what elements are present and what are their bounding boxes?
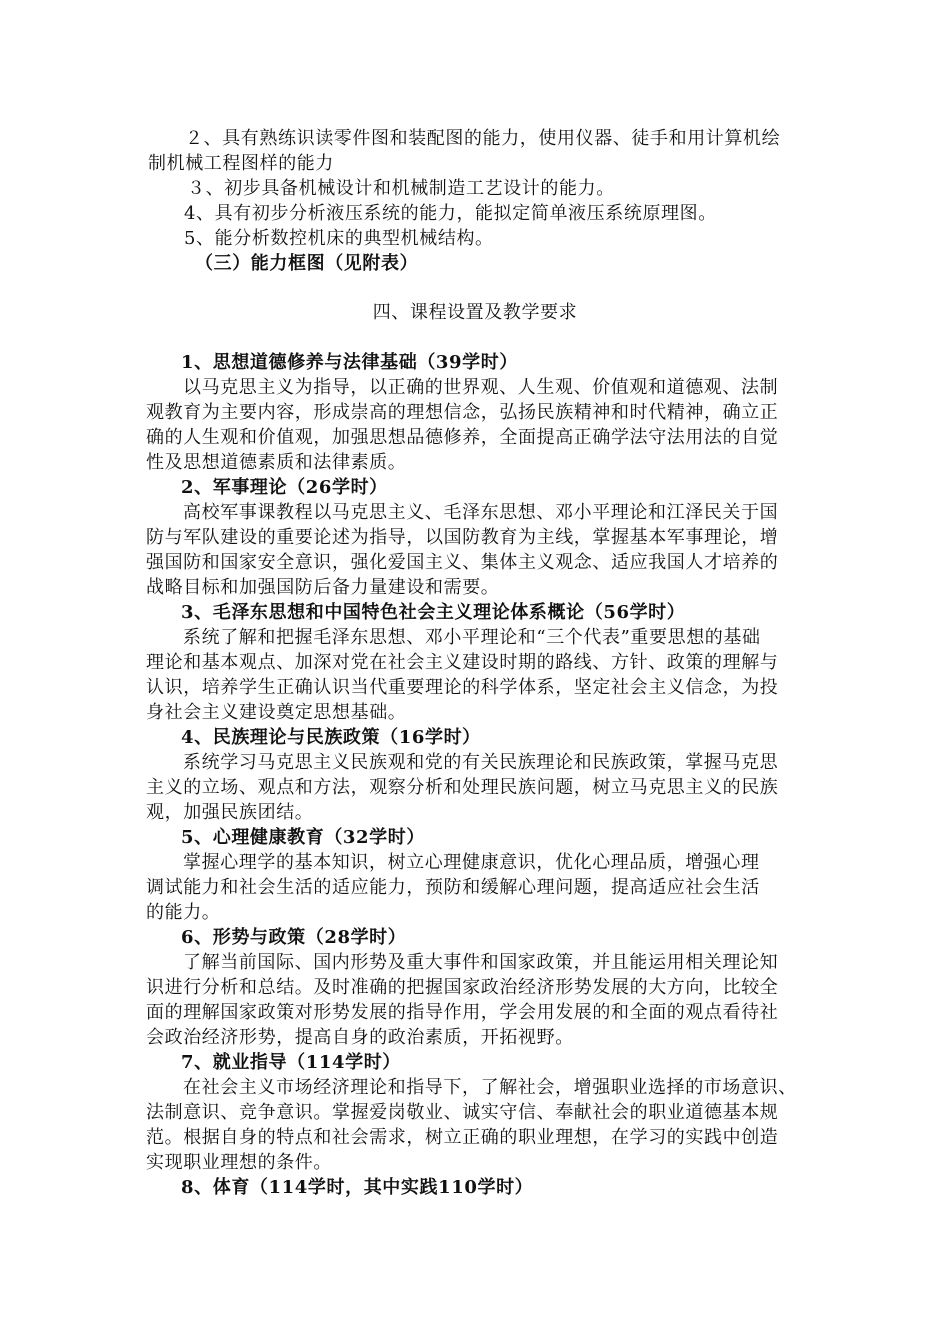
ability-item-5: 5、能分析数控机床的典型机械结构。 xyxy=(184,228,494,249)
ability-item-2-line-2: 制机械工程图样的能力 xyxy=(148,153,334,174)
course-6-line-3: 面的理解国家政策对形势发展的指导作用，学会用发展的和全面的观点看待社 xyxy=(146,1002,779,1023)
course-title-1: 1、思想道德修养与法律基础（39学时） xyxy=(181,352,518,373)
course-5-line-1: 掌握心理学的基本知识，树立心理健康意识，优化心理品质，增强心理 xyxy=(183,852,760,873)
subsection-heading: （三）能力框图（见附表） xyxy=(195,253,419,274)
course-4-line-1: 系统学习马克思主义民族观和党的有关民族理论和民族政策，掌握马克思 xyxy=(183,752,779,773)
course-6-line-2: 识进行分析和总结。及时准确的把握国家政治经济形势发展的大方向，比较全 xyxy=(146,977,779,998)
course-5-line-3: 的能力。 xyxy=(146,902,221,923)
course-7-line-4: 实现职业理想的条件。 xyxy=(146,1152,332,1173)
course-title-5: 5、心理健康教育（32学时） xyxy=(181,827,425,848)
course-7-line-2: 法制意识、竞争意识。掌握爱岗敬业、诚实守信、奉献社会的职业道德基本规 xyxy=(146,1102,779,1123)
course-3-line-4: 身社会主义建设奠定思想基础。 xyxy=(146,702,407,723)
course-6-line-4: 会政治经济形势，提高自身的政治素质，开拓视野。 xyxy=(146,1027,574,1048)
course-title-7: 7、就业指导（114学时） xyxy=(181,1052,401,1073)
course-title-2: 2、军事理论（26学时） xyxy=(181,477,388,498)
course-3-line-3: 认识，培养学生正确认识当代重要理论的科学体系，坚定社会主义信念，为投 xyxy=(146,677,779,698)
course-title-6: 6、形势与政策（28学时） xyxy=(181,927,407,948)
course-3-line-1: 系统了解和把握毛泽东思想、邓小平理论和“三个代表”重要思想的基础 xyxy=(183,627,761,648)
course-3-line-2: 理论和基本观点、加深对党在社会主义建设时期的路线、方针、政策的理解与 xyxy=(146,652,779,673)
section-heading: 四、课程设置及教学要求 xyxy=(372,302,578,323)
ability-item-4: 4、具有初步分析液压系统的能力，能拟定简单液压系统原理图。 xyxy=(184,203,717,224)
course-2-line-2: 防与军队建设的重要论述为指导，以国防教育为主线，掌握基本军事理论，增 xyxy=(146,527,779,548)
course-5-line-2: 调试能力和社会生活的适应能力，预防和缓解心理问题，提高适应社会生活 xyxy=(146,877,760,898)
ability-item-3: ３、初步具备机械设计和机械制造工艺设计的能力。 xyxy=(187,178,615,199)
course-7-line-3: 范。根据自身的特点和社会需求，树立正确的职业理想，在学习的实践中创造 xyxy=(146,1127,779,1148)
course-1-line-1: 以马克思主义为指导，以正确的世界观、人生观、价值观和道德观、法制 xyxy=(183,377,779,398)
ability-item-2-line-1: ２、具有熟练识读零件图和装配图的能力，使用仪器、徒手和用计算机绘 xyxy=(185,128,781,149)
course-1-line-4: 性及思想道德素质和法律素质。 xyxy=(146,452,407,473)
course-7-line-1: 在社会主义市场经济理论和指导下，了解社会，增强职业选择的市场意识、 xyxy=(183,1077,797,1098)
course-4-line-3: 观，加强民族团结。 xyxy=(146,802,314,823)
course-2-line-3: 强国防和国家安全意识，强化爱国主义、集体主义观念、适应我国人才培养的 xyxy=(146,552,779,573)
course-title-3: 3、毛泽东思想和中国特色社会主义理论体系概论（56学时） xyxy=(181,602,686,623)
course-2-line-4: 战略目标和加强国防后备力量建设和需要。 xyxy=(146,577,500,598)
course-title-4: 4、民族理论与民族政策（16学时） xyxy=(181,727,481,748)
course-title-8: 8、体育（114学时，其中实践110学时） xyxy=(181,1177,534,1198)
course-4-line-2: 主义的立场、观点和方法，观察分析和处理民族问题，树立马克思主义的民族 xyxy=(146,777,779,798)
course-6-line-1: 了解当前国际、国内形势及重大事件和国家政策，并且能运用相关理论知 xyxy=(183,952,779,973)
course-1-line-3: 确的人生观和价值观，加强思想品德修养，全面提高正确学法守法用法的自觉 xyxy=(146,427,779,448)
course-1-line-2: 观教育为主要内容，形成崇高的理想信念，弘扬民族精神和时代精神，确立正 xyxy=(146,402,779,423)
course-2-line-1: 高校军事课教程以马克思主义、毛泽东思想、邓小平理论和江泽民关于国 xyxy=(183,502,779,523)
